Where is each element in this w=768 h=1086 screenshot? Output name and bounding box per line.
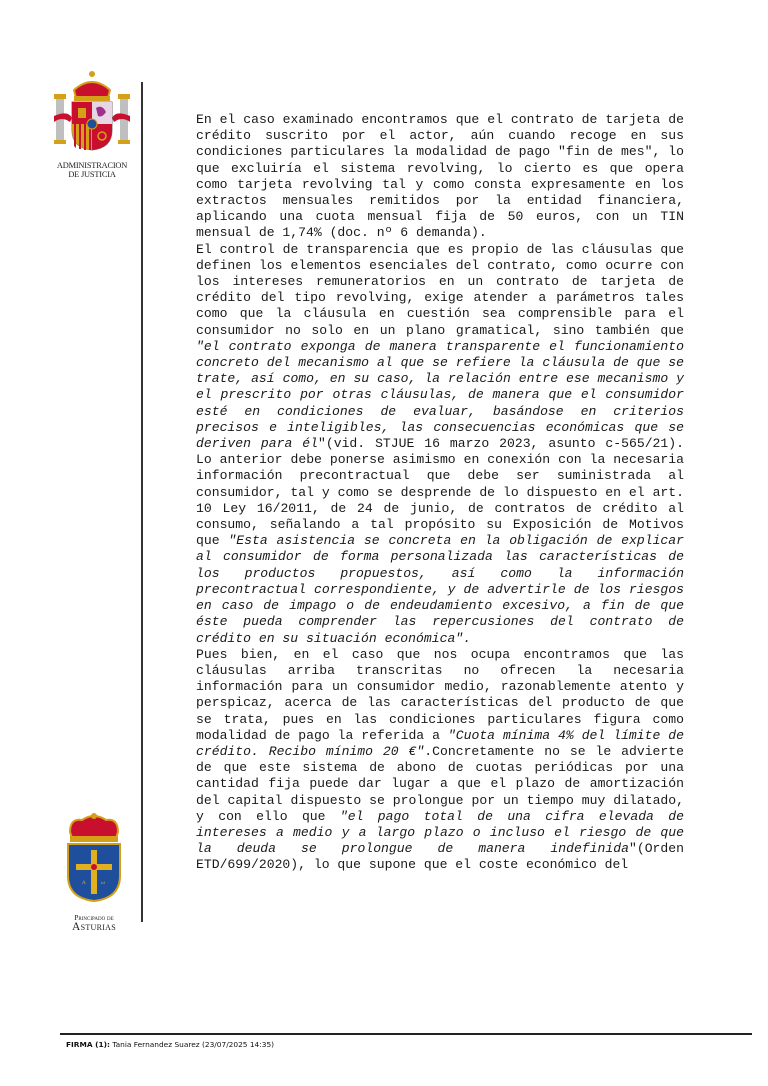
document-body — [150, 112, 684, 874]
spain-coat-of-arms-icon — [52, 68, 132, 154]
logo-caption-line2: DE JUSTICIA — [68, 170, 116, 179]
margin-rule — [141, 82, 143, 922]
principado-asturias-logo — [58, 812, 130, 934]
quoted-text: "Esta asistencia se concreta en la obligación de explicar al consumidor de forma personalizada las características de los productos propuestos, así como la información precontractual correspondiente, y de advertirle de los riesgos en caso de impago o de endeudamiento excesivo, a fin de que éste pueda comprender las repercusiones del contrato de crédito en su situación económica". — [196, 533, 684, 646]
paragraph-1 — [150, 112, 684, 242]
signature-value: Tania Fernandez Suarez (23/07/2025 14:35) — [112, 1040, 275, 1049]
svg-text:A: A — [82, 880, 86, 886]
asturias-coat-of-arms-icon — [58, 812, 130, 902]
paragraph-text: En el caso examinado encontramos que el contrato de tarjeta de crédito suscrito por el actor, aún cuando recoge en sus condiciones particulares la modalidad de pago "fin de mes", lo que excluiría el sistema revolving, lo cierto es que opera como tarjeta revolving tal y como consta expresamente en los extractos mensuales remitidos por la entidad financiera, aplicando una cuota mensual fija de 50 euros, con un TIN mensual de 1,74% (doc. nº 6 demanda). — [196, 112, 684, 241]
logo-caption-line1: Principado de — [74, 913, 114, 922]
logo-caption-line1: ADMINISTRACION — [56, 161, 128, 170]
logo-caption-line2: Asturias — [71, 921, 117, 933]
paragraph-text: "(Orden ETD/699/2020), lo que supone que el coste económico del — [196, 841, 684, 873]
paragraph-text: El control de transparencia que es propio de las cláusulas que definen los elementos esenciales del contrato, como ocurre con los intereses remuneratorios en un contrato de tarjeta de crédito del tipo revolving, exige atender a parámetros tales como que la cláusula en cuestión sea comprensible para el consumidor no solo en un plano gramatical, sino también que — [196, 241, 684, 338]
signature-footer — [66, 1040, 274, 1049]
quoted-text: "el contrato exponga de manera transparente el funcionamiento concreto del mecanismo al que se refiere la cláusula de que se trate, así como, en su caso, la relación entre ese mecanismo y el prescrito por otras cláusulas, de manera que el consumidor esté en condiciones de evaluar, basándose en criterios precisos e inteligibles, las consecuencias económicas que se deriven para él — [196, 338, 684, 452]
paragraph-2 — [150, 242, 684, 647]
paragraph-text: .Concretamente no se le advierte de que este sistema de abono de cuotas periódicas por una cantidad fija puede dar lugar a que el plazo de amortización del capital dispuesto se prolongue por un tiempo muy dilatado, y con ello que — [196, 743, 684, 824]
signature-label: FIRMA (1): — [66, 1040, 110, 1049]
footer-rule — [60, 1033, 752, 1035]
quoted-text: "el pago total de una cifra elevada de intereses a medio y a largo plazo o incluso el riesgo de que la deuda se prolongue de manera indefinida — [196, 808, 684, 857]
svg-text:ω: ω — [101, 880, 106, 886]
paragraph-text: "(vid. STJUE 16 marzo 2023, asunto c-565/21). Lo anterior debe ponerse asimismo en conexión con la necesaria información precontractual que debe ser suministrada al consumidor, tal y como se desprende de lo dispuesto en el art. 10 Ley 16/2011, de 24 de junio, de contratos de crédito al consumo, señalando a tal propósito su Exposición de Motivos que — [196, 436, 684, 549]
quoted-text: "Cuota mínima 4% del límite de crédito. Recibo mínimo 20 €" — [196, 727, 684, 759]
paragraph-3 — [150, 647, 684, 874]
paragraph-text: Pues bien, en el caso que nos ocupa encontramos que las cláusulas arriba transcritas no ofrecen la necesaria información para un consumidor medio, razonablemente atento y perspicaz, acerca de las características del producto de que se trata, pues en las condiciones particulares figura como modalidad de pago la referida a — [196, 646, 684, 743]
administracion-justicia-logo — [52, 68, 132, 178]
